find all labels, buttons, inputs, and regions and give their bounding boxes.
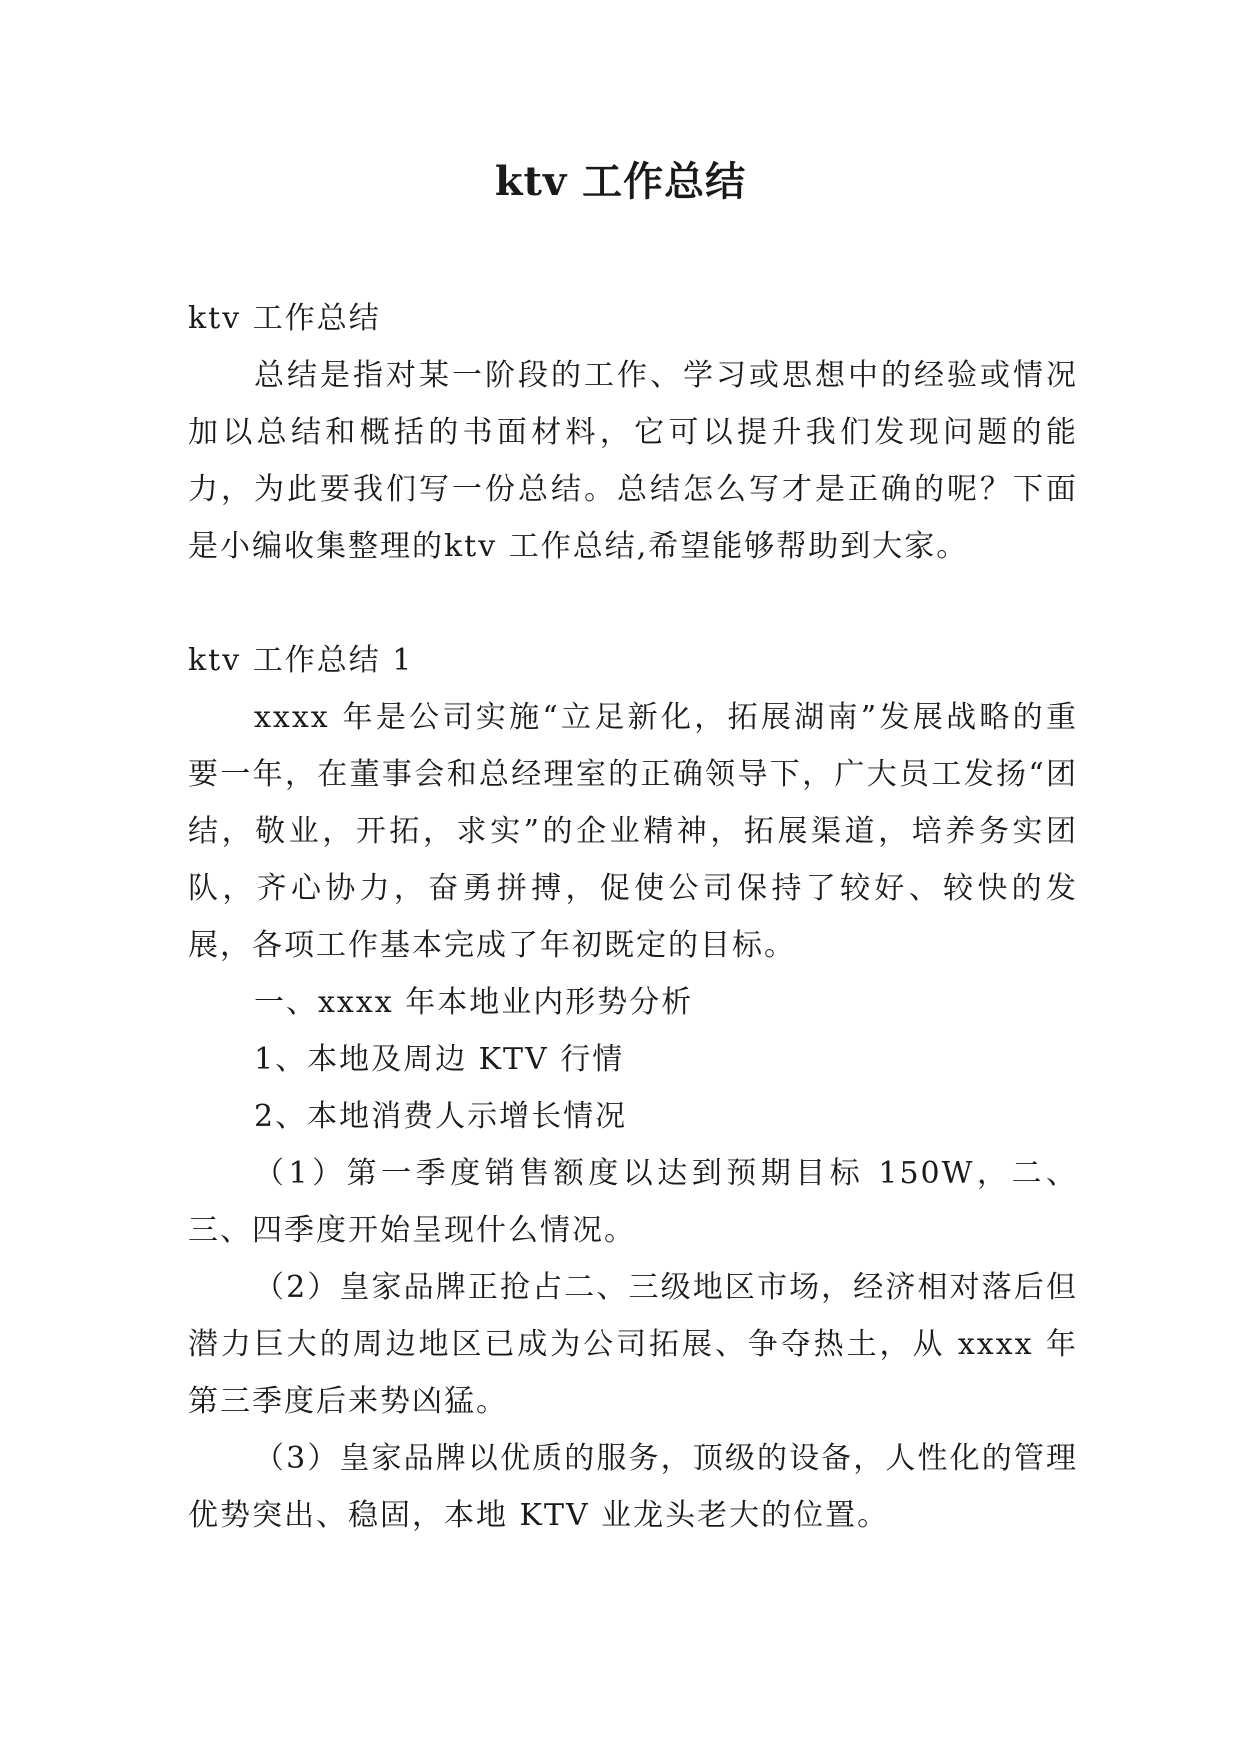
section-1-paragraph: xxxx 年是公司实施“立足新化，拓展湖南”发展战略的重要一年，在董事会和总经理室的正确领导下，广大员工发扬“团结，敬业，开拓，求实”的企业精神，拓展渠道，培养务实团队，齐心协力，奋勇拼搏，促使公司保持了较好、较快的发展，各项工作基本完成了年初既定的目标。 — [188, 700, 1078, 963]
section-1-item-heading: 一、xxxx 年本地业内形势分析 — [254, 985, 694, 1020]
section-1-subitem-1: （1）第一季度销售额度以达到预期目标 150W，二、三、四季度开始呈现什么情况。 — [188, 1156, 1078, 1248]
section-1-item-2: 2、本地消费人示增长情况 — [254, 1099, 628, 1134]
intro-section — [188, 290, 1078, 575]
section-1 — [188, 632, 1078, 1544]
intro-heading: ktv 工作总结 — [188, 301, 381, 336]
section-1-item-1: 1、本地及周边 KTV 行情 — [254, 1042, 625, 1077]
section-1-heading: ktv 工作总结 1 — [188, 643, 414, 678]
document-title: ktv 工作总结 — [494, 158, 747, 205]
intro-paragraph: 总结是指对某一阶段的工作、学习或思想中的经验或情况加以总结和概括的书面材料，它可以提升我们发现问题的能力，为此要我们写一份总结。总结怎么写才是正确的呢？下面是小编收集整理的ktv 工作总结,希望能够帮助到大家。 — [188, 358, 1078, 564]
section-1-subitem-3: （3）皇家品牌以优质的服务，顶级的设备，人性化的管理优势突出、稳固，本地 KTV 业龙头老大的位置。 — [188, 1441, 1078, 1533]
section-1-subitem-2: （2）皇家品牌正抢占二、三级地区市场，经济相对落后但潜力巨大的周边地区已成为公司拓展、争夺热土，从 xxxx 年第三季度后来势凶猛。 — [188, 1270, 1078, 1419]
